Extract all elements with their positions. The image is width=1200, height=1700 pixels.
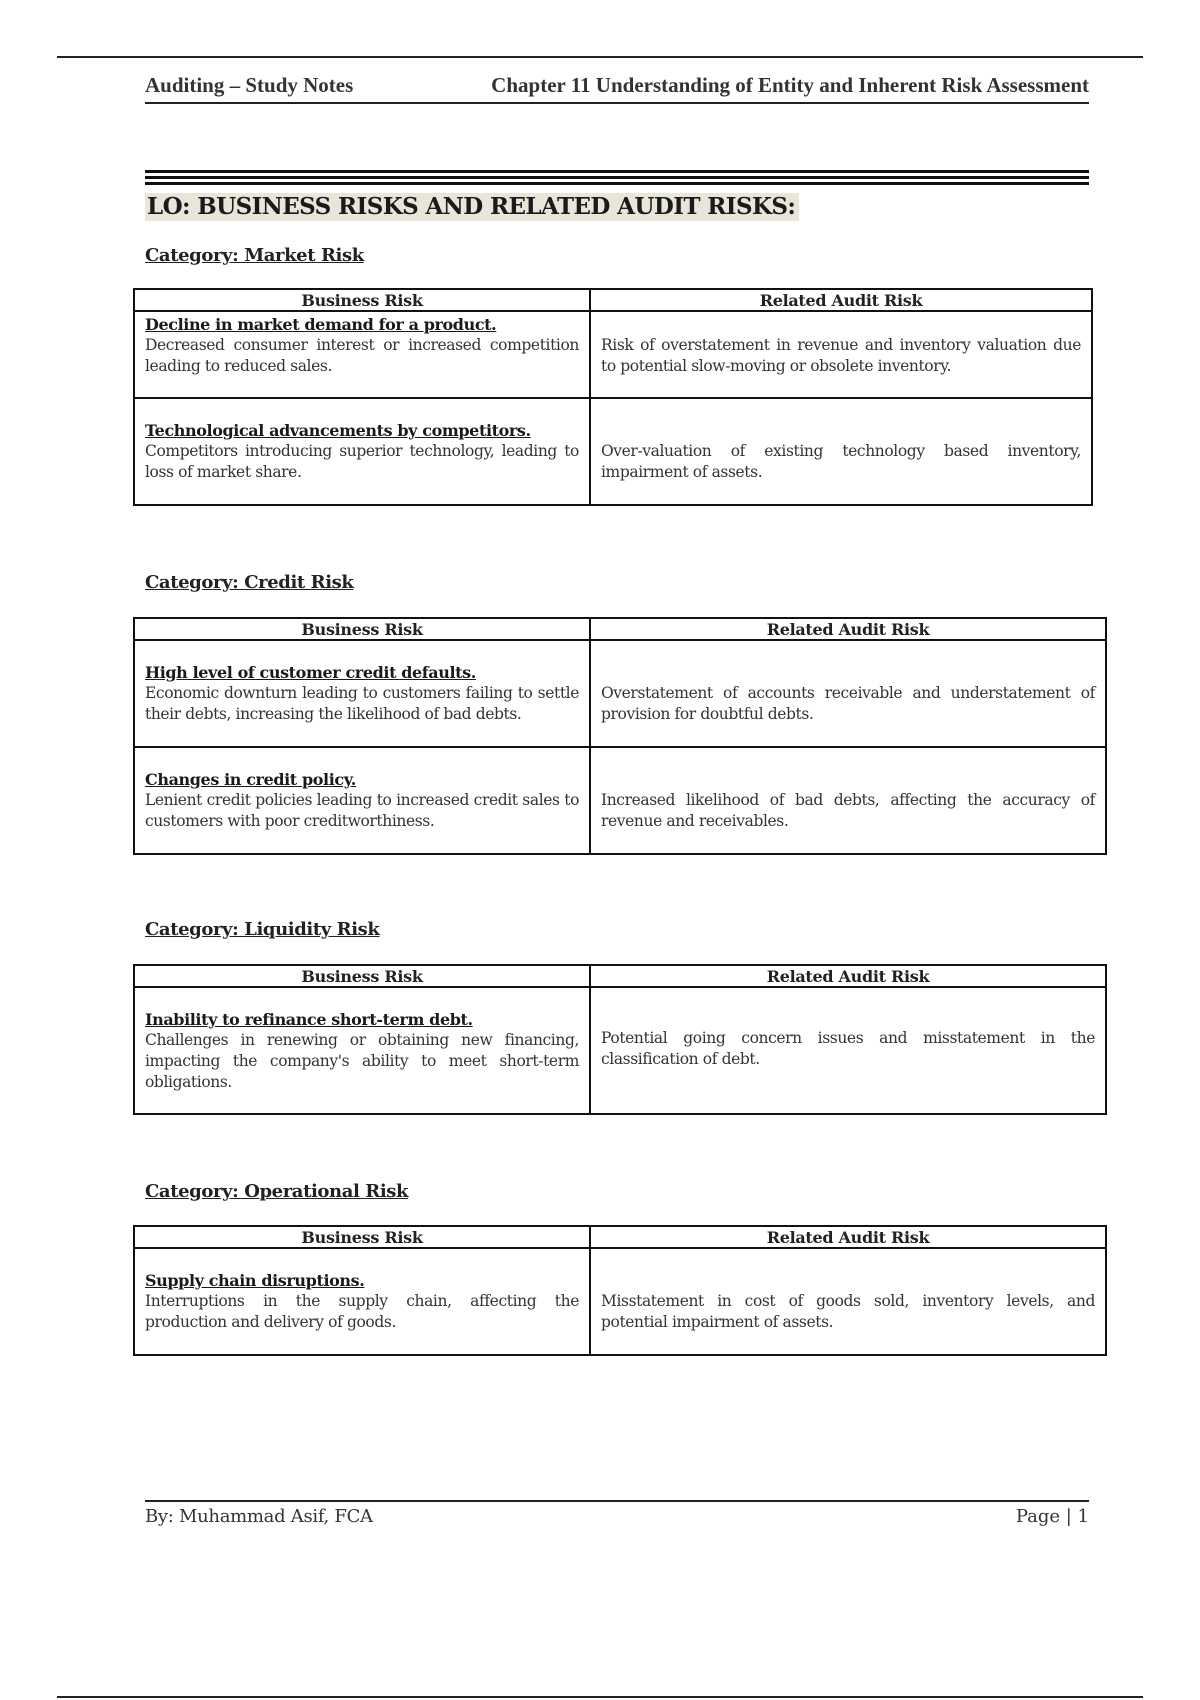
business-risk-description: Decreased consumer interest or increased competition leading to reduced sales. [145,336,579,375]
credit-risk-table [133,617,1107,855]
audit-risk-cell: Misstatement in cost of goods sold, inventory levels, and potential impairment of assets. [590,1248,1106,1355]
column-header-audit-risk: Related Audit Risk [590,289,1092,311]
business-risk-title: Changes in credit policy. [145,770,356,789]
table-row [134,747,1106,854]
business-risk-title: High level of customer credit defaults. [145,663,476,682]
business-risk-cell [134,398,590,505]
business-risk-description: Interruptions in the supply chain, affecting the production and delivery of goods. [145,1292,579,1331]
learning-objective-heading: LO: BUSINESS RISKS AND RELATED AUDIT RISKS: [145,193,799,221]
market-risk-table [133,288,1093,506]
table-header-row [134,1226,1106,1248]
column-header-business-risk: Business Risk [134,965,590,987]
audit-risk-cell: Over-valuation of existing technology based inventory, impairment of assets. [590,398,1092,505]
audit-risk-cell: Overstatement of accounts receivable and understatement of provision for doubtful debts. [590,640,1106,747]
audit-risk-cell: Increased likelihood of bad debts, affecting the accuracy of revenue and receivables. [590,747,1106,854]
business-risk-title: Supply chain disruptions. [145,1271,365,1290]
footer-author: By: Muhammad Asif, FCA [145,1506,373,1527]
business-risk-description: Challenges in renewing or obtaining new financing, impacting the company's ability to meet short-term obligations. [145,1030,579,1091]
table-row [134,1248,1106,1355]
page-top-rule [57,56,1143,58]
business-risk-title: Decline in market demand for a product. [145,315,497,334]
category-heading-liquidity-risk: Category: Liquidity Risk [145,919,380,940]
table-row [134,640,1106,747]
business-risk-cell [134,1248,590,1355]
business-risk-title: Inability to refinance short-term debt. [145,1009,473,1029]
category-heading-market-risk: Category: Market Risk [145,245,364,266]
column-header-business-risk: Business Risk [134,1226,590,1248]
header-chapter-title: Chapter 11 Understanding of Entity and Inherent Risk Assessment [491,73,1089,97]
business-risk-cell [134,987,590,1114]
table-row [134,311,1092,398]
business-risk-cell [134,311,590,398]
footer-page-number: Page | 1 [1015,1506,1089,1527]
category-heading-credit-risk: Category: Credit Risk [145,572,354,593]
liquidity-risk-table [133,964,1107,1115]
category-heading-operational-risk: Category: Operational Risk [145,1181,409,1202]
column-header-business-risk: Business Risk [134,289,590,311]
heading-divider [145,170,1089,188]
column-header-audit-risk: Related Audit Risk [590,618,1106,640]
business-risk-cell [134,747,590,854]
table-row [134,987,1106,1114]
business-risk-cell [134,640,590,747]
business-risk-description: Economic downturn leading to customers failing to settle their debts, increasing the likelihood of bad debts. [145,684,579,723]
page-footer [145,1500,1089,1527]
header-book-title: Auditing – Study Notes [145,73,354,97]
business-risk-description: Competitors introducing superior technology, leading to loss of market share. [145,442,579,481]
table-header-row [134,618,1106,640]
column-header-business-risk: Business Risk [134,618,590,640]
audit-risk-cell: Potential going concern issues and misstatement in the classification of debt. [590,987,1106,1114]
running-header [145,70,1089,104]
table-header-row [134,289,1092,311]
page-bottom-rule [57,1696,1143,1698]
business-risk-description: Lenient credit policies leading to increased credit sales to customers with poor creditworthiness. [145,791,579,830]
table-header-row [134,965,1106,987]
column-header-audit-risk: Related Audit Risk [590,965,1106,987]
business-risk-title: Technological advancements by competitors. [145,421,531,440]
table-row [134,398,1092,505]
column-header-audit-risk: Related Audit Risk [590,1226,1106,1248]
audit-risk-cell: Risk of overstatement in revenue and inventory valuation due to potential slow-moving or obsolete inventory. [590,311,1092,398]
operational-risk-table [133,1225,1107,1356]
